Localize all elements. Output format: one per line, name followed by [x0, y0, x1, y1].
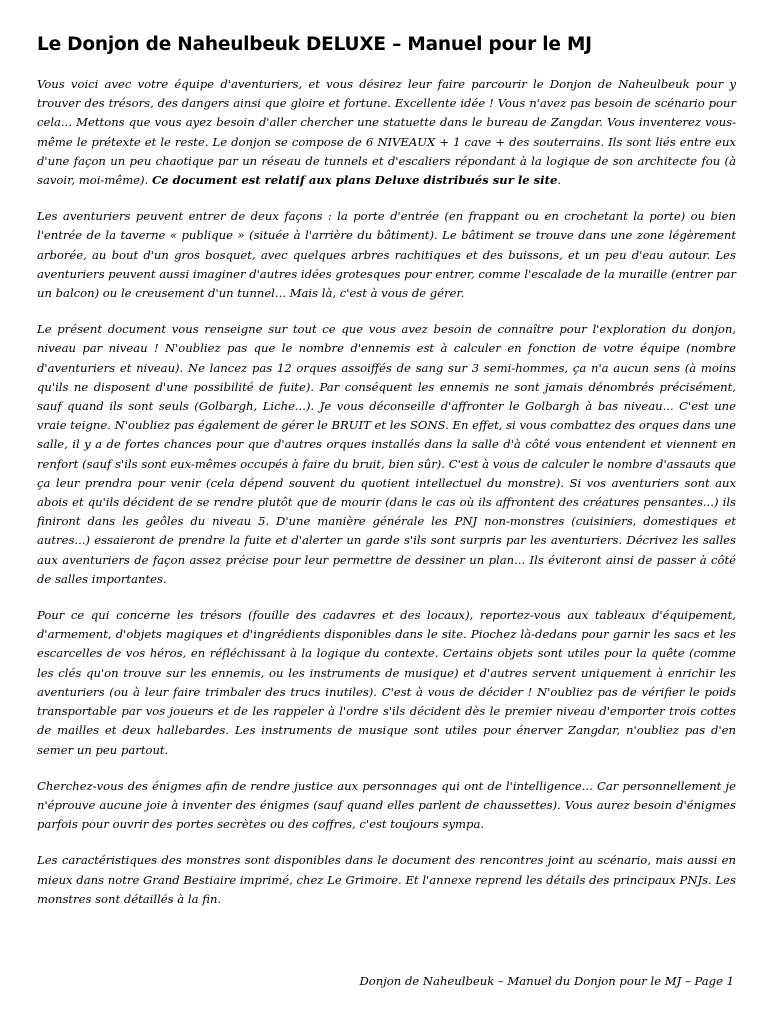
paragraph-intro-text: Vous voici avec votre équipe d'aventuriers, et vous désirez leur faire parcourir le Donjon de Naheulbeuk pour y trouver des trésors, des dangers ainsi que gloire et fortune. Excellente idée ! Vous n'avez pas besoin de scénario pour cela... Mettons que vous ayez besoin d'aller chercher une statuette dans le bureau de Zangdar. Vous inventerez vous-même le prétexte et le reste. Le donjon se compose de 6 NIVEAUX + 1 cave + des souterrains. Ils sont liés entre eux d'une façon un peu chaotique par un réseau de tunnels et d'escaliers répondant à la logique de son architecte fou (à savoir, moi-même).	[37, 77, 736, 188]
document-body	[37, 75, 736, 909]
paragraph-treasures: Pour ce qui concerne les trésors (fouille des cadavres et des locaux), reportez-vous aux tableaux d'équipement, d'armement, d'objets magiques et d'ingrédients disponibles dans le site. Piochez là-dedans pour garnir les sacs et les escarcelles de vos héros, en réfléchissant à la logique du contexte. Certains objets sont utiles pour la quête (comme les clés qu'on trouve sur les ennemis, ou les instruments de musique) et d'autres servent uniquement à enrichir les aventuriers (ou à leur faire trimbaler des trucs inutiles). C'est à vous de décider ! N'oubliez pas de vérifier le poids transportable par vos joueurs et de les rappeler à l'ordre s'ils décident dès le premier niveau d'emporter trois cottes de mailles et deux hallebardes. Les instruments de musique sont utiles pour énerver Zangdar, n'oubliez pas d'en semer un peu partout.	[37, 608, 736, 757]
paragraph-monsters: Les caractéristiques des monstres sont disponibles dans le document des rencontres joint au scénario, mais aussi en mieux dans notre Grand Bestiaire imprimé, chez Le Grimoire. Et l'annexe reprend les détails des principaux PNJs. Les monstres sont détaillés à la fin.	[37, 853, 736, 906]
page-footer: Donjon de Naheulbeuk – Manuel du Donjon pour le MJ – Page 1	[359, 974, 734, 988]
paragraph-riddles: Cherchez-vous des énigmes afin de rendre justice aux personnages qui ont de l'intelligence... Car personnellement je n'éprouve aucune joie à inventer des énigmes (sauf quand elles parlent de chaussettes). Vous aurez besoin d'énigmes parfois pour ouvrir des portes secrètes ou des coffres, c'est toujours sympa.	[37, 778, 736, 832]
paragraph-intro-end: .	[557, 173, 562, 188]
paragraph-entry: Les aventuriers peuvent entrer de deux façons : la porte d'entrée (en frappant ou en crochetant la porte) ou bien l'entrée de la taverne « publique » (située à l'arrière du bâtiment). Le bâtiment se trouve dans une zone légèrement arborée, au bout d'un gros bosquet, avec quelques arbres rachitiques et des buissons, et un peu d'eau autour. Les aventuriers peuvent aussi imaginer d'autres idées grotesques pour entrer, comme l'escalade de la muraille (entrer par un balcon) ou le creusement d'un tunnel... Mais là, c'est à vous de gérer.	[37, 209, 736, 301]
paragraph-exploration: Le présent document vous renseigne sur tout ce que vous avez besoin de connaître pour l'exploration du donjon, niveau par niveau ! N'oubliez pas que le nombre d'ennemis est à calculer en fonction de votre équipe (nombre d'aventuriers et niveau). Ne lancez pas 12 orques assoiffés de sang sur 3 semi-hommes, ça n'a aucun sens (à moins qu'ils ne disposent d'une possibilité de fuite). Par conséquent les ennemis ne sont jamais dénombrés précisément, sauf quand ils sont seuls (Golbargh, Liche...). Je vous déconseille d'affronter le Golbargh à bas niveau... C'est une vraie teigne. N'oubliez pas également de gérer le BRUIT et les SONS. En effet, si vous combattez des orques dans une salle, il y a de fortes chances pour que d'autres orques installés dans la salle d'à côté vous entendent et viennent en renfort (sauf s'ils sont eux-mêmes occupés à faire du bruit, bien sûr). C'est à vous de calculer le nombre d'assauts que ça leur prendra pour venir (cela dépend souvent du quotient intellectuel du monstre). Si vos aventuriers sont aux abois et qu'ils décident de se rendre plutôt que de mourir (dans le cas où ils affrontent des créatures pensantes...) ils finiront dans les geôles du niveau 5. D'une manière générale les PNJ non-monstres (cuisiniers, domestiques et autres...) essaieront de prendre la fuite et d'alerter un garde s'ils sont surpris par les aventuriers. Décrivez les salles aux aventuriers de façon assez précise pour leur permettre de dessiner un plan... Ils éviteront ainsi de passer à côté de salles importantes.	[37, 322, 736, 586]
paragraph-intro-highlight: Ce document est relatif aux plans Deluxe distribués sur le site	[151, 173, 558, 188]
paragraph-intro	[37, 75, 736, 190]
page-title: Le Donjon de Naheulbeuk DELUXE – Manuel pour le MJ	[37, 34, 592, 55]
